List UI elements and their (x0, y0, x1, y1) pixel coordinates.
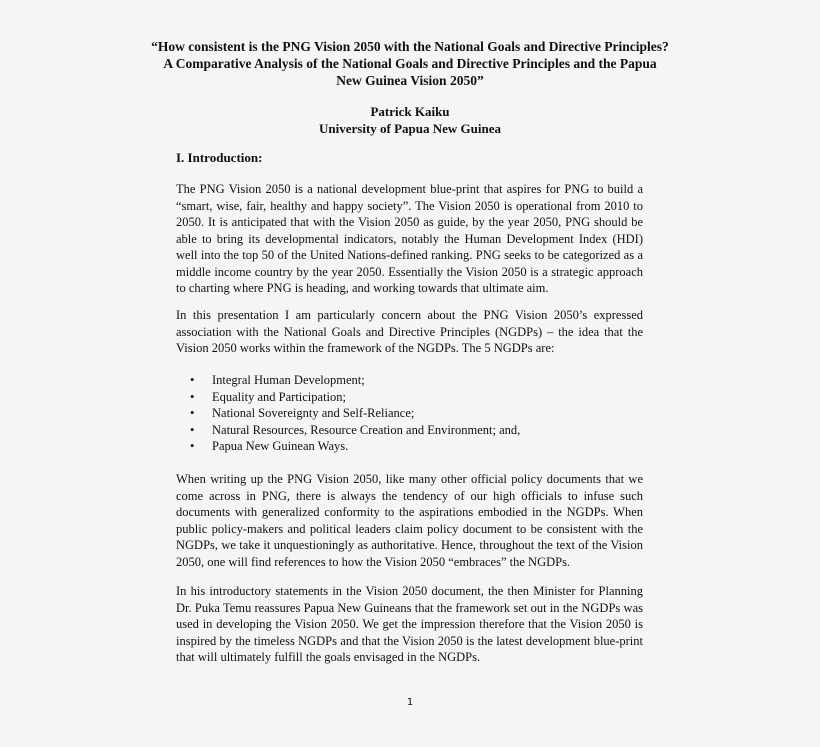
bullet-icon: • (190, 406, 195, 420)
paragraph-2: In this presentation I am particularly concern about the PNG Vision 2050’s expressed association with the National Goals and Directive Principles (NGDPs) – the idea that the Vision 2050 works within the framework of the NGDPs. The 5 NGDPs are: (176, 308, 643, 355)
page-number: 1 (406, 697, 414, 708)
title-line-2: A Comparative Analysis of the National Goals and Directive Principles and the Papua New Guinea Vision 2050” (163, 56, 657, 88)
list-item: • Equality and Participation; (190, 389, 346, 404)
paragraph-3: When writing up the PNG Vision 2050, like many other official policy documents that we come across in PNG, there is always the tendency of our high officials to infuse such documents with generalized conformity to the aspirations embodied in the NGDPs. When public policy-makers and political leaders claim policy document to be consistent with the NGDPs, we take it unquestioningly as authoritative. Hence, throughout the text of the Vision 2050, one will find references to how the Vision 2050 “embraces” the NGDPs. (176, 472, 643, 569)
list-item: • National Sovereignty and Self-Reliance; (190, 406, 415, 420)
paragraph-4: In his introductory statements in the Vision 2050 document, the then Minister for Planning Dr. Puka Temu reassures Papua New Guineans that the framework set out in the NGDPs was used in developing the Vision 2050. We get the impression therefore that the Vision 2050 is inspired by the timeless NGDPs and that the Vision 2050 is the latest development blue-print that will ultimately fulfill the goals envisaged in the NGDPs. (176, 584, 643, 664)
section-heading: I. Introduction: (176, 150, 263, 165)
author-block (150, 103, 670, 137)
bullet-icon: • (190, 389, 195, 404)
list-item: • Papua New Guinean Ways. (190, 439, 349, 453)
ngdp-list (188, 372, 520, 455)
document-title (150, 38, 670, 89)
title-line-1: “How consistent is the PNG Vision 2050 with the National Goals and Directive Principles? (151, 39, 669, 54)
bullet-icon: • (190, 373, 195, 387)
list-item: • Integral Human Development; (190, 373, 365, 387)
bullet-icon: • (190, 439, 195, 453)
list-item: • Natural Resources, Resource Creation and Environment; and, (190, 422, 521, 437)
author-affiliation: University of Papua New Guinea (319, 121, 501, 136)
bullet-icon: • (190, 422, 195, 437)
paragraph-1: The PNG Vision 2050 is a national development blue-print that aspires for PNG to build a “smart, wise, fair, healthy and happy society”. The Vision 2050 is operational from 2010 to 2050. It is anticipated that with the Vision 2050 as guide, by the year 2050, PNG should be able to bring its developmental indicators, notably the Human Development Index (HDI) well into the top 50 of the United Nations-defined ranking. PNG seeks to be categorized as a middle income country by the year 2050. Essentially the Vision 2050 is a strategic approach to charting where PNG is heading, and working towards that ultimate aim. (176, 182, 643, 295)
author-name: Patrick Kaiku (370, 104, 450, 119)
